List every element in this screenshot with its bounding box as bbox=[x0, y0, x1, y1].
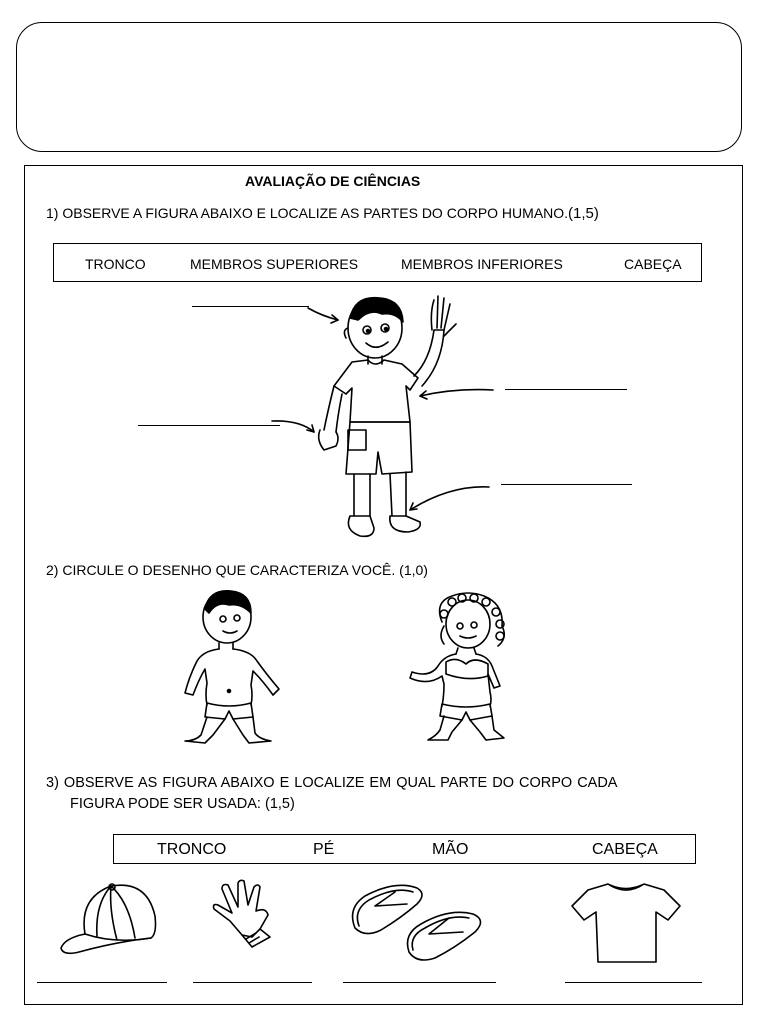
answer-line-cap[interactable] bbox=[37, 982, 167, 983]
word-bank-2-cabeca: CABEÇA bbox=[592, 841, 658, 858]
boy-underwear-icon bbox=[175, 585, 300, 745]
word-bank-2 bbox=[113, 834, 696, 864]
word-bank-2-mao: MÃO bbox=[432, 841, 469, 858]
answer-line-glove[interactable] bbox=[193, 982, 312, 983]
page-title: AVALIAÇÃO DE CIÊNCIAS bbox=[245, 173, 421, 189]
question-3-line-1: 3) OBSERVE AS FIGURA ABAIXO E LOCALIZE EM QUAL PARTE DO CORPO CADA bbox=[46, 775, 618, 791]
word-bank-2-pe: PÉ bbox=[313, 841, 335, 858]
question-2-text: 2) CIRCULE O DESENHO QUE CARACTERIZA VOCÊ. (1,0) bbox=[46, 562, 428, 578]
question-1-points: (1,5) bbox=[568, 205, 599, 222]
word-bank-1-cabeca: CABEÇA bbox=[624, 256, 682, 272]
t-shirt-icon bbox=[570, 878, 682, 966]
word-bank-1-tronco: TRONCO bbox=[85, 256, 146, 272]
question-3-line-2: FIGURA PODE SER USADA: (1,5) bbox=[70, 796, 295, 812]
answer-line-flip-flops[interactable] bbox=[343, 982, 496, 983]
cap-icon bbox=[55, 880, 160, 962]
question-1-text: 1) OBSERVE A FIGURA ABAIXO E LOCALIZE AS PARTES DO CORPO HUMANO. bbox=[46, 205, 569, 221]
girl-swimsuit-icon bbox=[408, 592, 523, 742]
flip-flops-icon bbox=[345, 878, 495, 968]
word-bank-1-membros-superiores: MEMBROS SUPERIORES bbox=[190, 256, 359, 272]
answer-line-shirt[interactable] bbox=[565, 982, 702, 983]
glove-icon bbox=[208, 877, 283, 952]
word-bank-1-membros-inferiores: MEMBROS INFERIORES bbox=[401, 256, 563, 272]
boy-figure-icon bbox=[310, 290, 470, 540]
word-bank-2-tronco: TRONCO bbox=[157, 841, 227, 858]
